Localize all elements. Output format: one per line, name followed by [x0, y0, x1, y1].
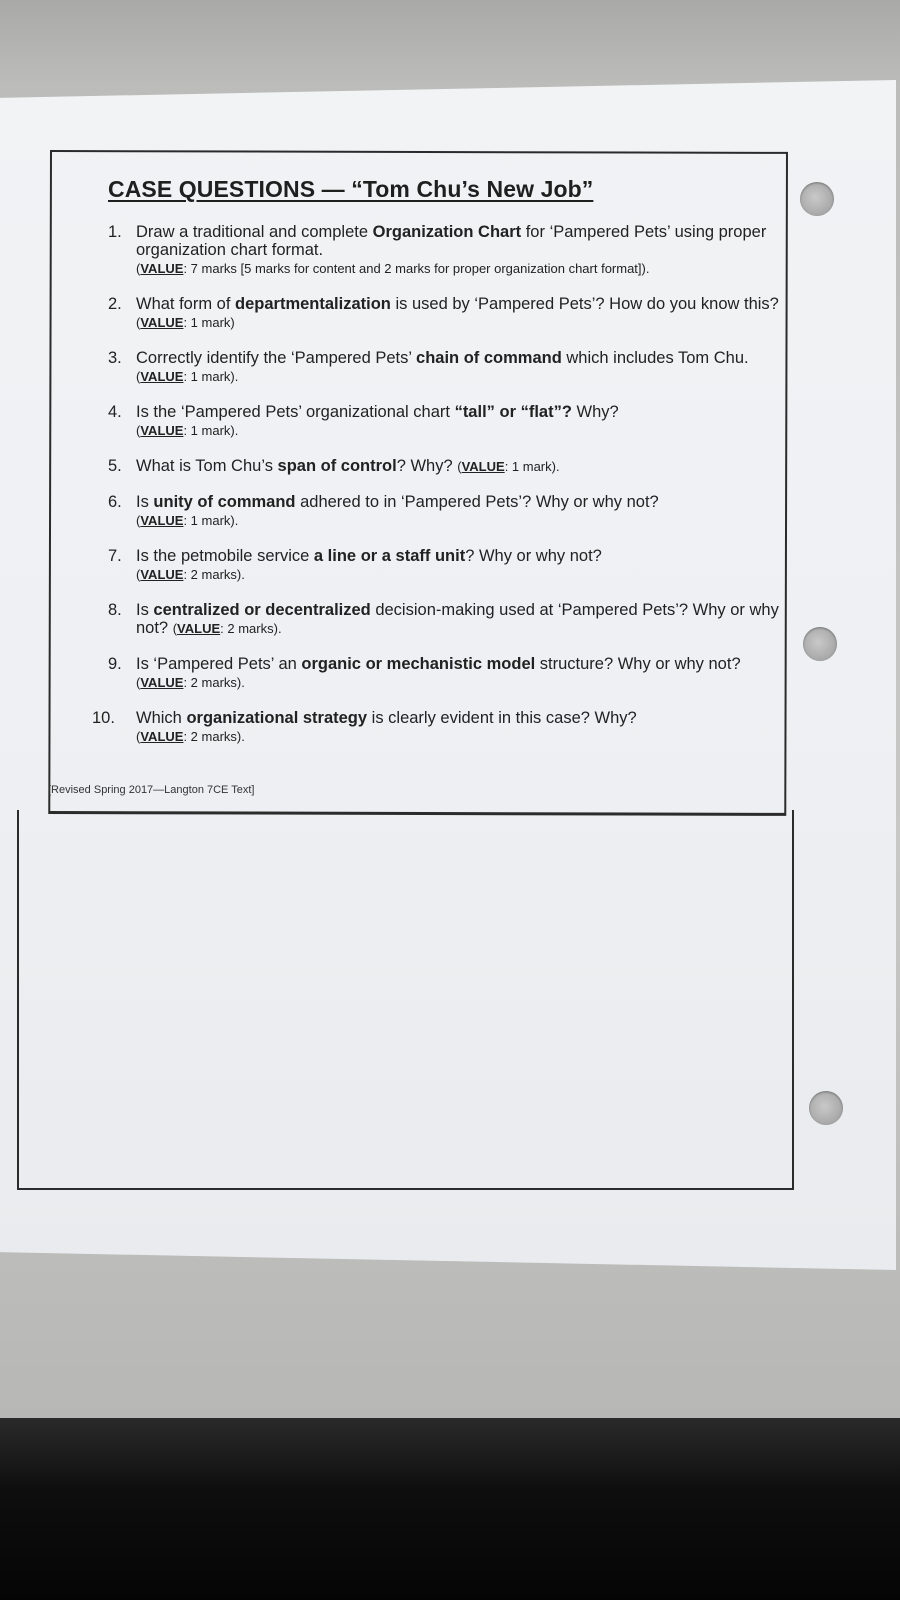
punch-hole: [800, 182, 834, 216]
question-value: (VALUE: 1 mark).: [136, 369, 239, 384]
question-text: ? Why?: [396, 457, 458, 475]
question-text: Draw a traditional and complete: [136, 223, 373, 241]
question-key-term: organizational strategy: [186, 709, 368, 727]
question-text: is clearly evident in this case? Why?: [367, 709, 637, 727]
question-number: 8.: [108, 601, 122, 619]
question-item: [48, 295, 788, 332]
question-item: [48, 709, 788, 746]
question-item: [48, 601, 788, 638]
question-key-term: chain of command: [416, 349, 562, 367]
question-text: Is the ‘Pampered Pets’ organizational chart: [136, 403, 455, 421]
question-number: 7.: [108, 547, 122, 565]
question-value: (VALUE: 2 marks).: [136, 729, 245, 744]
question-value: (VALUE: 2 marks).: [172, 621, 282, 636]
question-list: [48, 223, 788, 746]
question-text: adhered to in ‘Pampered Pets’? Why or why not?: [295, 493, 659, 511]
question-value: (VALUE: 1 mark).: [136, 423, 239, 438]
question-key-term: departmentalization: [235, 295, 391, 313]
question-value: (VALUE: 2 marks).: [136, 675, 245, 690]
question-text: What form of: [136, 295, 236, 313]
case-questions: [48, 176, 788, 763]
question-key-term: Organization Chart: [372, 223, 522, 241]
revision-note: [Revised Spring 2017—Langton 7CE Text]: [48, 784, 255, 796]
question-number: 10.: [92, 709, 115, 727]
question-text: Is: [136, 601, 154, 619]
page-title: CASE QUESTIONS — “Tom Chu’s New Job”: [108, 176, 594, 202]
question-item: [48, 457, 788, 476]
question-value: (VALUE: 1 mark).: [136, 513, 239, 528]
question-key-term: unity of command: [153, 493, 296, 511]
question-text: is used by ‘Pampered Pets’? How do you know this?: [390, 295, 779, 313]
question-item: [48, 493, 788, 530]
dark-floor: [0, 1418, 900, 1600]
punch-hole: [809, 1091, 843, 1125]
question-key-term: “tall” or “flat”?: [454, 403, 572, 421]
question-item: [48, 655, 788, 692]
question-number: 1.: [108, 223, 122, 241]
question-item: [48, 547, 788, 584]
question-item: [48, 349, 788, 386]
punch-hole: [803, 627, 837, 661]
question-number: 9.: [108, 655, 122, 673]
question-text: Which: [136, 709, 187, 727]
question-text: for ‘Pampered Pets’ using proper organization chart format.: [136, 223, 767, 259]
question-key-term: organic or mechanistic model: [301, 655, 536, 673]
answer-box: [17, 810, 794, 1190]
question-text: structure? Why or why not?: [535, 655, 741, 673]
question-number: 2.: [108, 295, 122, 313]
question-value: (VALUE: 2 marks).: [136, 567, 245, 582]
question-value: (VALUE: 1 mark).: [457, 459, 560, 474]
question-text: ? Why or why not?: [465, 547, 602, 565]
question-text: which includes Tom Chu.: [561, 349, 749, 367]
question-key-term: span of control: [277, 457, 397, 475]
question-text: Why?: [571, 403, 619, 421]
question-number: 6.: [108, 493, 122, 511]
question-text: Is ‘Pampered Pets’ an: [136, 655, 302, 673]
question-key-term: a line or a staff unit: [313, 547, 466, 565]
question-value: (VALUE: 7 marks [5 marks for content and 2 marks for proper organization chart format]).: [136, 261, 650, 276]
question-text: decision-making used at ‘Pampered Pets’? Why or why not?: [136, 601, 779, 637]
question-value: (VALUE: 1 mark): [136, 315, 235, 330]
question-key-term: centralized or decentralized: [153, 601, 371, 619]
question-number: 5.: [108, 457, 122, 475]
question-text: Is the petmobile service: [136, 547, 314, 565]
question-text: Correctly identify the ‘Pampered Pets’: [136, 349, 417, 367]
question-text: What is Tom Chu’s: [136, 457, 278, 475]
question-item: [48, 223, 788, 278]
question-item: [48, 403, 788, 440]
question-text: Is: [136, 493, 154, 511]
question-number: 4.: [108, 403, 122, 421]
question-number: 3.: [108, 349, 122, 367]
